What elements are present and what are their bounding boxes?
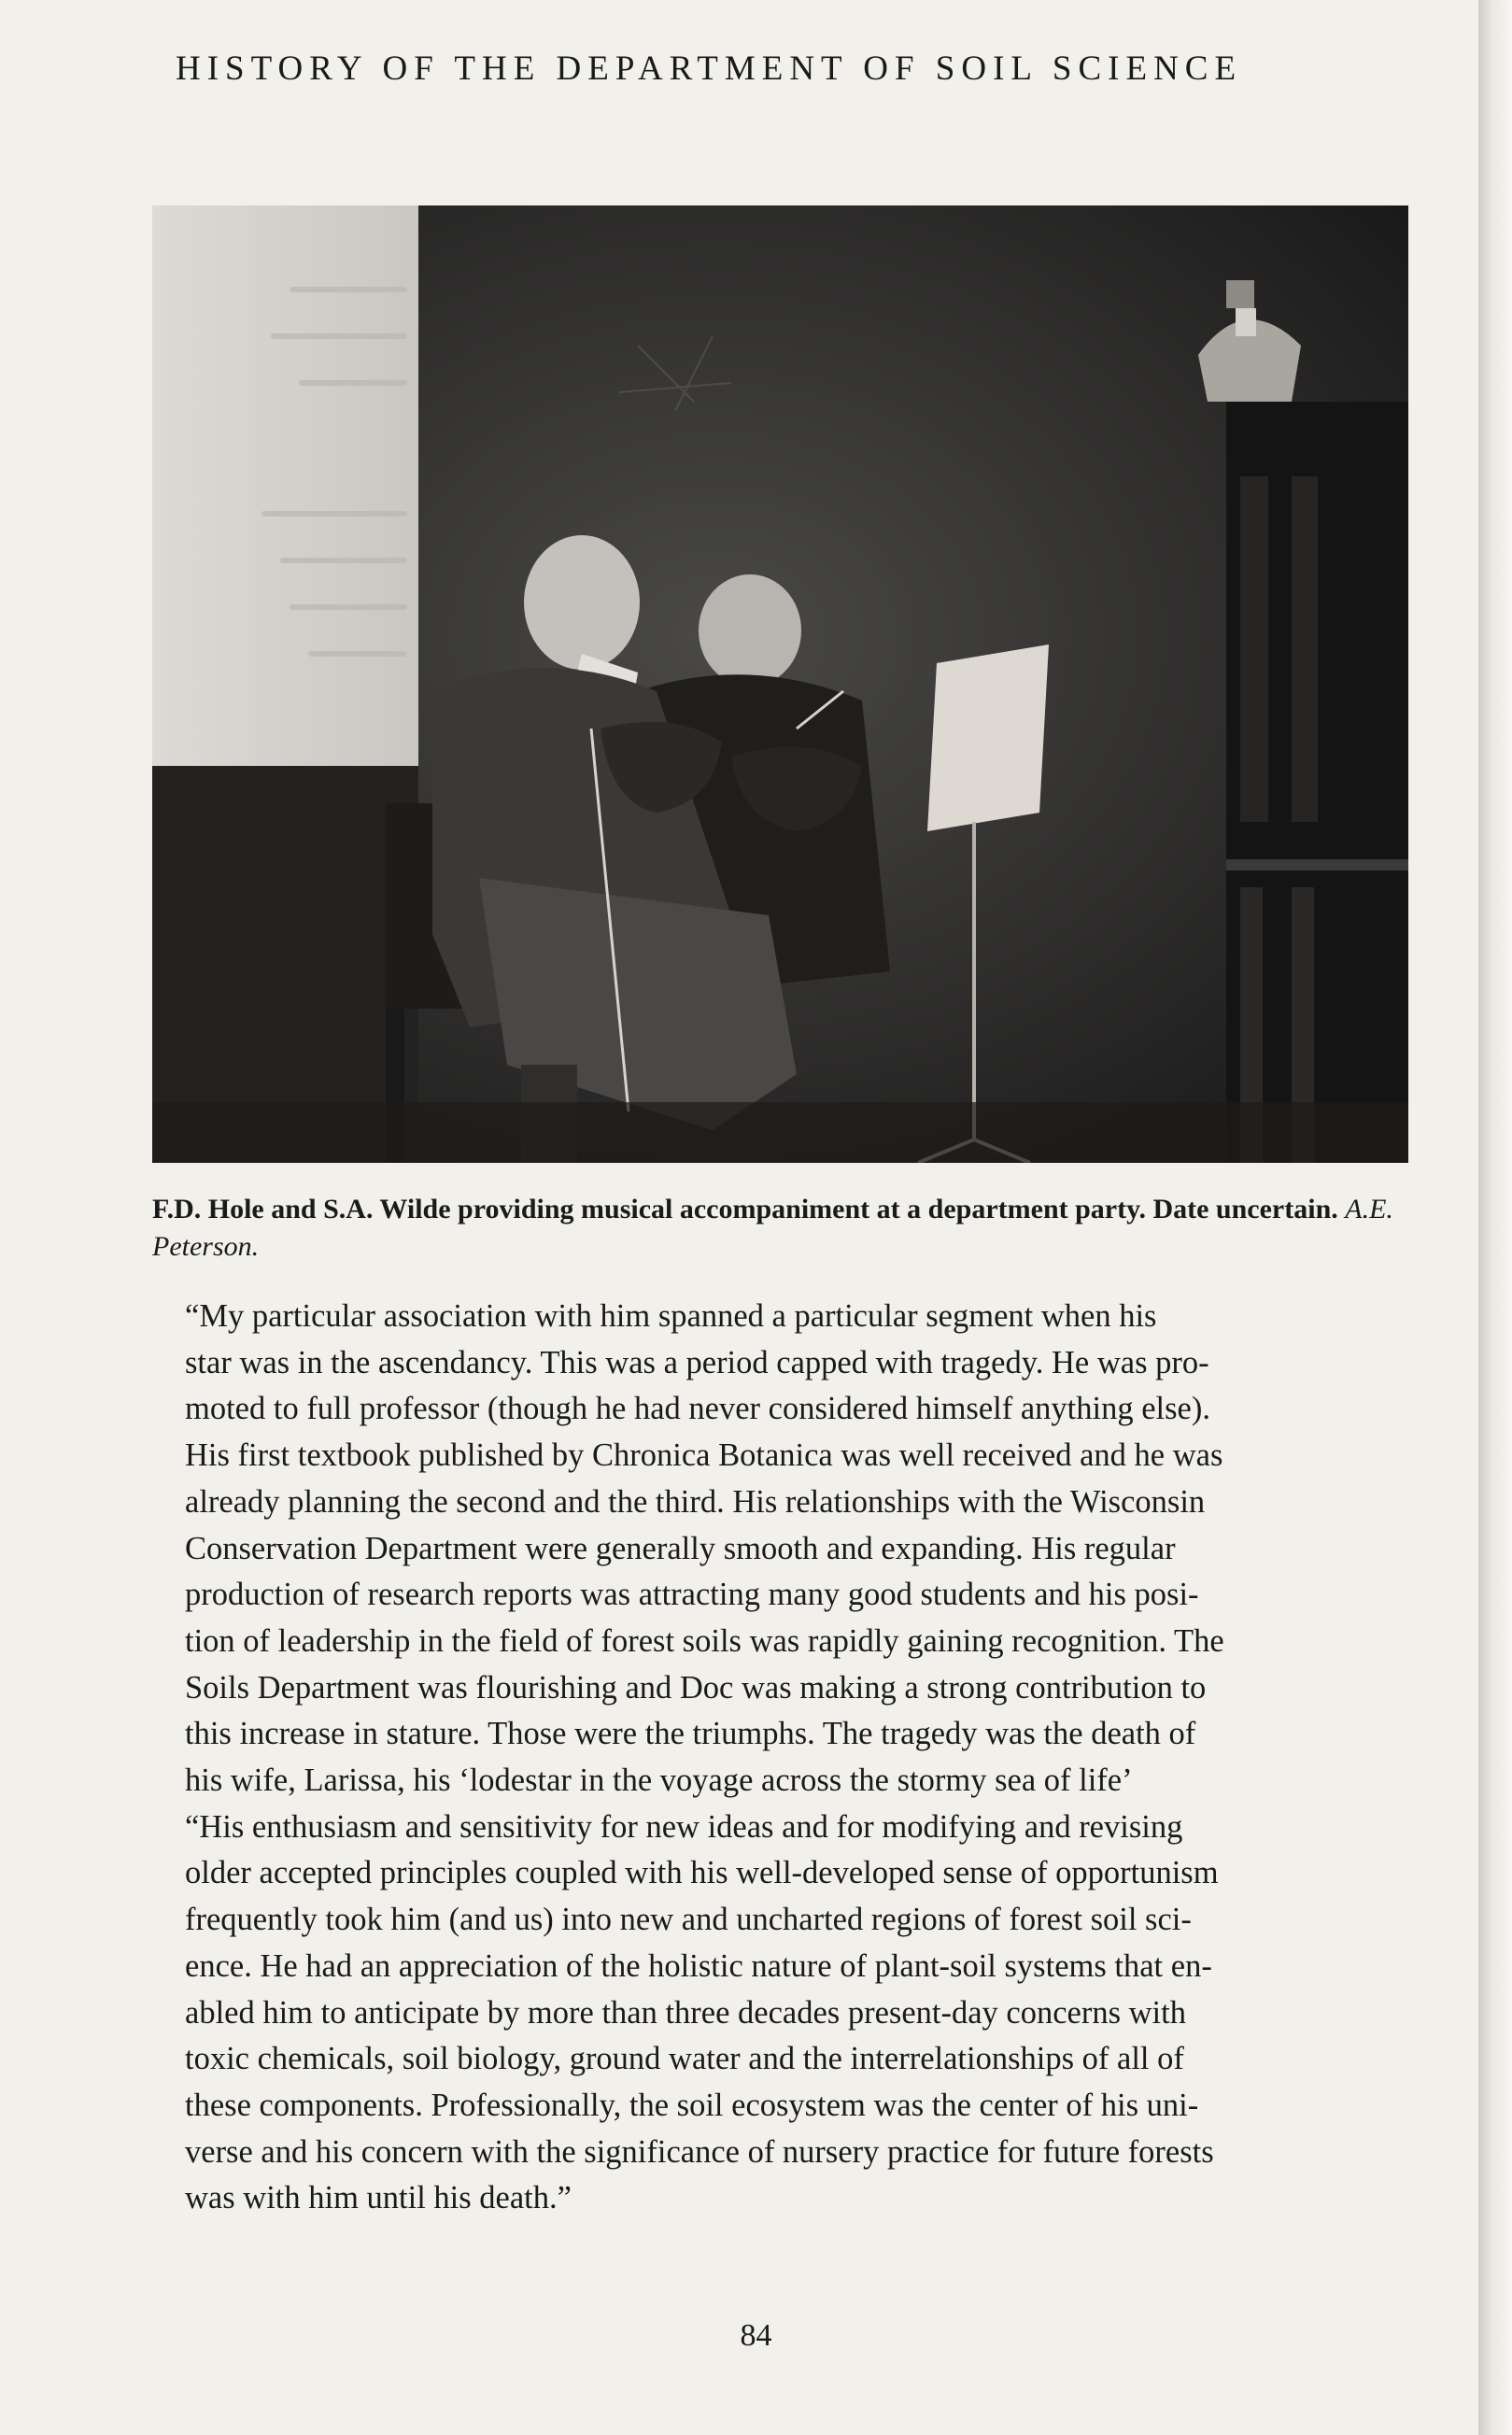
text-line: toxic chemicals, soil biology, ground water and the interrelationships of all of <box>185 2041 1184 2077</box>
caption-photo-credit: A.E. Peterson. <box>152 1194 1393 1262</box>
page-gutter-shadow <box>1478 0 1512 2435</box>
text-line: ence. He had an appreciation of the holistic nature of plant-soil systems that en- <box>185 1947 1212 1984</box>
running-head: HISTORY OF THE DEPARTMENT OF SOIL SCIENCE <box>176 50 1243 88</box>
paragraph-1 <box>185 1294 1392 1805</box>
caption-text: F.D. Hole and S.A. Wilde providing musical accompaniment at a department party. Date uncertain. <box>152 1194 1338 1225</box>
text-line: tion of leadership in the field of forest soils was rapidly gaining recognition. The <box>185 1622 1224 1659</box>
text-line: moted to full professor (though he had never considered himself anything else). <box>185 1391 1210 1427</box>
text-line: older accepted principles coupled with his well-developed sense of opportunism <box>185 1855 1219 1891</box>
text-line: abled him to anticipate by more than three decades present-day concerns with <box>185 1994 1186 2031</box>
text-line: was with him until his death.” <box>185 2180 572 2216</box>
page-number: 84 <box>740 2318 772 2353</box>
text-line: these components. Professionally, the soil ecosystem was the center of his uni- <box>185 2087 1199 2123</box>
text-line: his wife, Larissa, his ‘lodestar in the voyage across the stormy sea of life’ <box>185 1763 1133 1799</box>
text-line: already planning the second and the third. His relationships with the Wisconsin <box>185 1483 1206 1520</box>
body-text <box>185 1294 1392 2222</box>
text-line: Conservation Department were generally smooth and expanding. His regular <box>185 1530 1176 1566</box>
text-line: production of research reports was attracting many good students and his posi- <box>185 1577 1199 1613</box>
text-line: “My particular association with him spanned a particular segment when his <box>185 1298 1157 1334</box>
text-line: star was in the ascendancy. This was a period capped with tragedy. He was pro- <box>185 1344 1209 1380</box>
text-line: verse and his concern with the significance of nursery practice for future forests <box>185 2133 1214 2170</box>
paragraph-2 <box>185 1805 1392 2222</box>
text-line: frequently took him (and us) into new and uncharted regions of forest soil sci- <box>185 1902 1192 1938</box>
text-line: His first textbook published by Chronica Botanica was well received and he was <box>185 1437 1223 1474</box>
text-line: this increase in stature. Those were the triumphs. The tragedy was the death of <box>185 1716 1196 1752</box>
text-line: Soils Department was flourishing and Doc was making a strong contribution to <box>185 1669 1207 1706</box>
photograph-violinists <box>152 205 1408 1163</box>
text-line: “His enthusiasm and sensitivity for new ideas and for modifying and revising <box>185 1808 1183 1845</box>
figure-caption <box>152 1191 1408 1266</box>
